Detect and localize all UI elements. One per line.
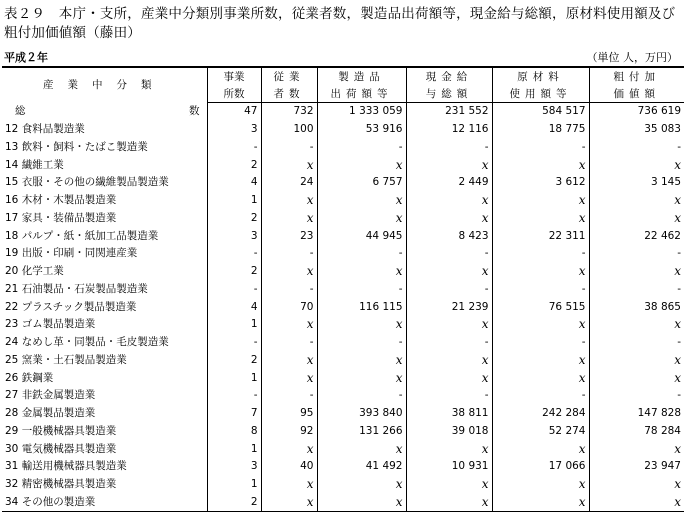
table-cell: x — [406, 210, 492, 228]
header-shipments: 製造品 — [317, 67, 406, 85]
table-cell: 100 — [261, 121, 317, 139]
table-cell: x — [261, 352, 317, 370]
table-cell: 242 284 — [492, 405, 589, 423]
total-label-a: 総 — [15, 105, 26, 118]
unit-label: （単位 人，万円） — [586, 51, 678, 64]
total-cell: 732 — [261, 103, 317, 121]
table-cell: x — [261, 263, 317, 281]
table-cell: - — [492, 139, 589, 157]
table-cell: - — [406, 139, 492, 157]
table-cell: - — [261, 281, 317, 299]
table-cell: x — [317, 210, 406, 228]
total-label — [2, 103, 207, 121]
table-cell: 1 — [207, 316, 261, 334]
table-cell: x — [492, 210, 589, 228]
table-row — [2, 174, 684, 192]
table-cell: 147 828 — [589, 405, 684, 423]
table-cell: x — [492, 440, 589, 458]
industry-name: 20 化学工業 — [5, 265, 64, 278]
table-cell: 52 274 — [492, 423, 589, 441]
table-cell: x — [317, 156, 406, 174]
table-cell: x — [317, 316, 406, 334]
industry-name: 30 電気機械器具製造業 — [5, 442, 117, 455]
header-wages-2: 与総額 — [406, 85, 492, 103]
table-cell: x — [261, 476, 317, 494]
table-cell: - — [207, 387, 261, 405]
table-cell: 70 — [261, 298, 317, 316]
header-employees-2: 者数 — [261, 85, 317, 103]
table-title: 表２９ 本庁・支所，産業中分類別事業所数，従業者数，製造品出荷額等，現金給与総額，原材料使用額及び粗付加価値額（藤田） — [4, 6, 676, 41]
table-cell: 8 423 — [406, 227, 492, 245]
table-cell: 393 840 — [317, 405, 406, 423]
table-cell: - — [207, 281, 261, 299]
table-cell: - — [406, 334, 492, 352]
table-cell: 24 — [261, 174, 317, 192]
table-cell: x — [589, 369, 684, 387]
table-cell: - — [589, 245, 684, 263]
table-cell: 21 239 — [406, 298, 492, 316]
industry-name: 17 家具・装備品製造業 — [5, 211, 117, 224]
table-cell: x — [589, 263, 684, 281]
table-cell: x — [589, 494, 684, 512]
table-row — [2, 405, 684, 423]
table-cell: 12 116 — [406, 121, 492, 139]
table-cell: - — [317, 281, 406, 299]
table-row — [2, 263, 684, 281]
industry-name: 14 繊維工業 — [5, 158, 64, 171]
table-cell: - — [317, 387, 406, 405]
table-cell: - — [492, 387, 589, 405]
industry-name: 32 精密機械器具製造業 — [5, 478, 117, 491]
table-cell: 18 775 — [492, 121, 589, 139]
table-cell: 17 066 — [492, 458, 589, 476]
industry-statistics-table — [2, 66, 684, 512]
table-cell: - — [492, 281, 589, 299]
table-cell: 3 — [207, 458, 261, 476]
table-cell: 1 — [207, 476, 261, 494]
table-cell: 4 — [207, 174, 261, 192]
table-cell: 3 612 — [492, 174, 589, 192]
table-cell: - — [589, 139, 684, 157]
table-cell: - — [261, 245, 317, 263]
year-label: 平成２年 — [4, 51, 48, 64]
table-cell: x — [317, 476, 406, 494]
table-row — [2, 423, 684, 441]
header-shipments-2: 出荷額等 — [317, 85, 406, 103]
table-cell: 44 945 — [317, 227, 406, 245]
total-row — [2, 103, 684, 121]
table-cell: - — [406, 281, 492, 299]
header-value-added-2: 価値額 — [589, 85, 684, 103]
table-cell: 7 — [207, 405, 261, 423]
table-cell: 10 931 — [406, 458, 492, 476]
table-cell: 76 515 — [492, 298, 589, 316]
industry-name: 22 プラスチック製品製造業 — [5, 300, 137, 313]
table-cell: 3 — [207, 227, 261, 245]
total-cell: 231 552 — [406, 103, 492, 121]
industry-name: 23 ゴム製品製造業 — [5, 318, 96, 331]
industry-name: 27 非鉄金属製造業 — [5, 389, 96, 402]
table-cell: 8 — [207, 423, 261, 441]
table-cell: x — [589, 476, 684, 494]
table-cell: 2 — [207, 263, 261, 281]
table-cell: x — [317, 369, 406, 387]
table-cell: 1 — [207, 369, 261, 387]
table-cell: x — [317, 440, 406, 458]
table-cell: 78 284 — [589, 423, 684, 441]
table-cell: x — [589, 440, 684, 458]
table-cell: - — [317, 334, 406, 352]
table-cell: 2 — [207, 156, 261, 174]
industry-name: 18 パルプ・紙・紙加工品製造業 — [5, 229, 159, 242]
table-cell: 40 — [261, 458, 317, 476]
table-row — [2, 387, 684, 405]
table-cell: 39 018 — [406, 423, 492, 441]
table-cell: x — [492, 352, 589, 370]
table-row — [2, 334, 684, 352]
header-materials: 原材料 — [492, 67, 589, 85]
table-cell: x — [492, 369, 589, 387]
table-cell: - — [317, 139, 406, 157]
table-cell: x — [589, 156, 684, 174]
table-body — [2, 103, 684, 512]
table-cell: x — [317, 263, 406, 281]
table-cell: 35 083 — [589, 121, 684, 139]
table-row — [2, 298, 684, 316]
table-row — [2, 227, 684, 245]
table-cell: - — [317, 245, 406, 263]
table-cell: - — [492, 334, 589, 352]
table-row — [2, 281, 684, 299]
table-cell: x — [406, 440, 492, 458]
table-cell: 2 449 — [406, 174, 492, 192]
table-cell: - — [207, 139, 261, 157]
table-cell: - — [207, 334, 261, 352]
table-cell: x — [261, 369, 317, 387]
table-cell: 23 947 — [589, 458, 684, 476]
table-row — [2, 352, 684, 370]
header-value-added: 粗付加 — [589, 67, 684, 85]
table-cell: - — [406, 387, 492, 405]
table-row — [2, 121, 684, 139]
table-cell: 41 492 — [317, 458, 406, 476]
table-cell: x — [261, 494, 317, 512]
industry-name: 24 なめし革・同製品・毛皮製造業 — [5, 336, 169, 349]
table-cell: - — [589, 281, 684, 299]
total-cell: 47 — [207, 103, 261, 121]
industry-name: 13 飲料・飼料・たばこ製造業 — [5, 140, 148, 153]
table-cell: x — [589, 316, 684, 334]
total-cell: 1 333 059 — [317, 103, 406, 121]
table-cell: x — [406, 192, 492, 210]
table-cell: 53 916 — [317, 121, 406, 139]
table-cell: x — [406, 263, 492, 281]
table-cell: x — [589, 352, 684, 370]
industry-name: 28 金属製品製造業 — [5, 407, 96, 420]
table-row — [2, 316, 684, 334]
industry-name: 31 輸送用機械器具製造業 — [5, 460, 127, 473]
table-cell: x — [406, 352, 492, 370]
table-cell: 23 — [261, 227, 317, 245]
total-label-b: 数 — [189, 105, 200, 118]
header-employees: 従業 — [261, 67, 317, 85]
table-cell: 116 115 — [317, 298, 406, 316]
table-cell: x — [492, 156, 589, 174]
table-cell: x — [589, 192, 684, 210]
industry-name: 25 窯業・土石製品製造業 — [5, 353, 127, 366]
table-cell: - — [261, 387, 317, 405]
header-establishments: 事業 — [207, 67, 261, 85]
table-cell: x — [492, 476, 589, 494]
table-cell: x — [317, 494, 406, 512]
total-cell: 736 619 — [589, 103, 684, 121]
table-cell: x — [261, 316, 317, 334]
table-cell: 1 — [207, 440, 261, 458]
table-cell: x — [317, 352, 406, 370]
table-cell: 2 — [207, 210, 261, 228]
table-cell: x — [261, 440, 317, 458]
table-row — [2, 440, 684, 458]
table-row — [2, 494, 684, 512]
table-row — [2, 245, 684, 263]
table-cell: - — [261, 139, 317, 157]
industry-name: 26 鉄鋼業 — [5, 371, 54, 384]
industry-name: 21 石油製品・石炭製品製造業 — [5, 282, 148, 295]
table-cell: x — [589, 210, 684, 228]
industry-name: 34 その他の製造業 — [2, 494, 207, 512]
table-row — [2, 210, 684, 228]
table-row — [2, 458, 684, 476]
table-row — [2, 476, 684, 494]
table-cell: 1 — [207, 192, 261, 210]
table-cell: x — [492, 192, 589, 210]
table-cell: x — [406, 156, 492, 174]
industry-name: 19 出版・印刷・同関連産業 — [5, 247, 138, 260]
header-establishments-2: 所数 — [207, 85, 261, 103]
table-cell: x — [406, 476, 492, 494]
industry-name: 12 食料品製造業 — [5, 123, 85, 136]
table-cell: - — [589, 334, 684, 352]
header-industry: 産業中分類 — [2, 67, 207, 103]
total-cell: 584 517 — [492, 103, 589, 121]
table-cell: - — [406, 245, 492, 263]
table-cell: 3 — [207, 121, 261, 139]
table-cell: 22 462 — [589, 227, 684, 245]
table-row — [2, 369, 684, 387]
table-cell: x — [317, 192, 406, 210]
table-cell: 2 — [207, 494, 261, 512]
table-cell: 2 — [207, 352, 261, 370]
table-cell: 92 — [261, 423, 317, 441]
header-wages: 現金給 — [406, 67, 492, 85]
table-cell: 38 865 — [589, 298, 684, 316]
table-cell: 131 266 — [317, 423, 406, 441]
table-cell: x — [406, 494, 492, 512]
table-cell: x — [261, 192, 317, 210]
table-cell: - — [589, 387, 684, 405]
table-cell: x — [406, 316, 492, 334]
industry-name: 15 衣服・その他の繊維製品製造業 — [5, 176, 169, 189]
industry-name: 16 木材・木製品製造業 — [5, 194, 117, 207]
table-cell: - — [207, 245, 261, 263]
table-row — [2, 139, 684, 157]
table-cell: 4 — [207, 298, 261, 316]
industry-name: 29 一般機械器具製造業 — [5, 424, 117, 437]
table-cell: x — [261, 210, 317, 228]
table-subheader — [4, 50, 684, 66]
table-row — [2, 156, 684, 174]
table-row — [2, 192, 684, 210]
table-cell: 95 — [261, 405, 317, 423]
table-cell: 6 757 — [317, 174, 406, 192]
table-cell: - — [492, 245, 589, 263]
table-cell: x — [492, 316, 589, 334]
table-header — [2, 67, 684, 103]
table-cell: x — [492, 263, 589, 281]
table-cell: x — [261, 156, 317, 174]
table-cell: 22 311 — [492, 227, 589, 245]
header-materials-2: 使用額等 — [492, 85, 589, 103]
table-cell: x — [492, 494, 589, 512]
table-cell: 3 145 — [589, 174, 684, 192]
table-cell: - — [261, 334, 317, 352]
table-cell: 38 811 — [406, 405, 492, 423]
table-cell: x — [406, 369, 492, 387]
